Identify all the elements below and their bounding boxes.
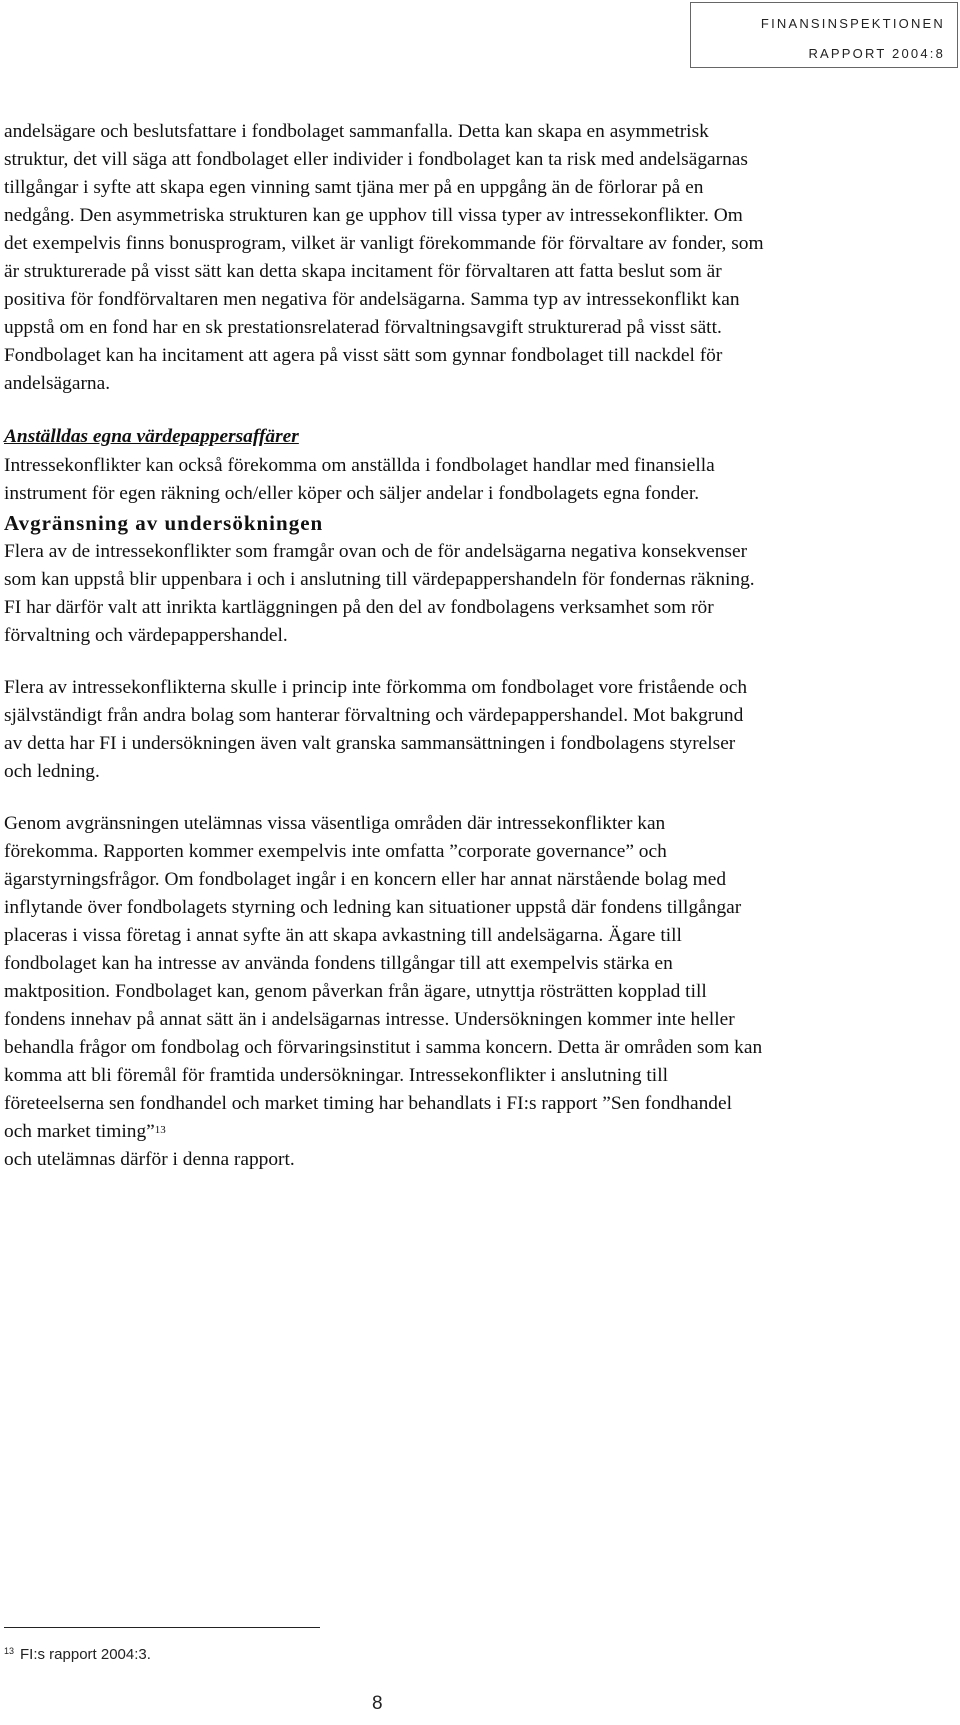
header-report-number: RAPPORT 2004:8 [808,46,945,61]
subheading-employee-trading: Anställdas egna värdepappersaffärer [4,426,299,447]
paragraph-1: andelsägare och beslutsfattare i fondbolaget sammanfalla. Detta kan skapa en asymmetrisk struktur, det vill säga att fondbolaget eller individer i fondbolaget kan ta risk med andelsägarnas tillgångar i syfte att skapa egen vinning samt tjäna mer på en uppgång än de förlorar på en nedgång. Den asymmetriska strukturen kan ge upphov till vissa typer av intressekonflikter. Om det exempelvis finns bonusprogram, vilket är vanligt förekommande för förvaltare av fonder, som är strukturerade på visst sätt kan detta skapa incitament för förvaltaren att fatta beslut som är positiva för fondförvaltaren men negativa för andelsägarna. Samma typ av intressekonflikt kan uppstå om en fond har en sk prestationsrelaterad förvaltningsavgift strukturerad på visst sätt. Fondbolaget kan ha incitament att agera på visst sätt som gynnar fondbolaget till nackdel för andelsägarna. [4,121,764,394]
footnote [4,1646,151,1664]
paragraph-5-text: Genom avgränsningen utelämnas vissa väsentliga områden där intressekonflikter kan förekomma. Rapporten kommer exempelvis inte omfatta ”corporate governance” och ägarstyrningsfrågor. Om fondbolaget ingår i en koncern eller har annat närstående bolag med inflytande över fondbolagets styrning och ledning kan situationer uppstå där fondens tillgångar placeras i vissa företag i annat syfte än att skapa avkastning till andelsägarna. Ägare till fondbolaget kan ha intresse av använda fondens tillgångar till att exempelvis stärka en maktposition. Fondbolaget kan, genom påverkan från ägare, utnyttja rösträtten kopplad till fondens innehav på annat sätt än i andelsägarnas intresse. Undersökningen kommer inte heller behandla frågor om fondbolag och förvaringsinstitut i samma koncern. Detta är områden som kan komma att bli föremål för framtida undersökningar. Intressekonflikter i anslutning till företeelserna sen fondhandel och market timing har behandlats i FI:s rapport ”Sen fondhandel och market timing” [4,813,763,1142]
header-organization: FINANSINSPEKTIONEN [760,16,945,31]
paragraph-3: Flera av de intressekonflikter som framgår ovan och de för andelsägarna negativa konsekvenser som kan uppstå blir uppenbara i och i anslutning till värdepappershandeln för fondernas räkning. FI har därför valt att inrikta kartläggningen på den del av fondbolagens verksamhet som rör förvaltning och värdepappershandel. [4,541,755,646]
footnote-divider [4,1627,320,1628]
paragraph-4: Flera av intressekonflikterna skulle i princip inte förkomma om fondbolaget vore fristående och självständigt från andra bolag som hanterar förvaltning och värdepappershandel. Mot bakgrund av detta har FI i undersökningen även valt granska sammansättningen i fondbolagens styrelser och ledning. [4,677,748,782]
footnote-reference[interactable]: 13 [154,1124,166,1136]
main-content [4,118,764,1174]
page-number: 8 [372,1693,383,1714]
footnote-number: 13 [4,1646,15,1656]
paragraph-2: Intressekonflikter kan också förekomma om anställda i fondbolaget handlar med finansiella instrument för egen räkning och/eller köper och säljer andelar i fondbolagets egna fonder. [4,455,715,504]
footnote-text: FI:s rapport 2004:3. [20,1646,151,1663]
report-header [690,2,958,68]
paragraph-5-end: och utelämnas därför i denna rapport. [4,1149,295,1170]
section-title: Avgränsning av undersökningen [4,511,324,535]
paragraph-5 [4,810,764,1174]
